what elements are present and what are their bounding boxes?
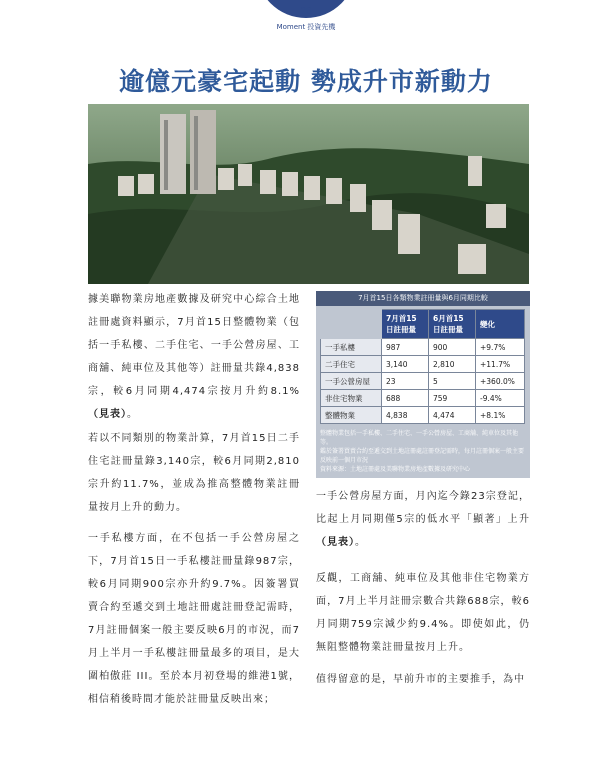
table-header-july: 7月首15日註冊量	[382, 310, 429, 339]
table-row	[321, 373, 525, 390]
table-header-june: 6月首15日註冊量	[429, 310, 476, 339]
cell-value: 4,838	[382, 407, 429, 424]
cell-value: 987	[382, 339, 429, 356]
row-label: 一手公營房屋	[321, 373, 382, 390]
registration-table	[316, 291, 530, 478]
row-label: 非住宅物業	[321, 390, 382, 407]
page-number: 26	[300, 6, 312, 17]
section-name: Moment 投資先機	[276, 23, 336, 31]
table-row	[321, 407, 525, 424]
table-notes	[316, 424, 530, 474]
cell-change: -9.4%	[476, 390, 525, 407]
paragraph-1: 據美聯物業房地產數據及研究中心綜合土地註冊處資料顯示，7月首15日整體物業（包括一手私樓、二手住宅、一手公營房屋、工商舖、純車位及其他等）註冊量共錄4,838宗，較6月同期4,474宗按月升約8.1%（見表）。	[88, 294, 300, 420]
cell-value: 2,810	[429, 356, 476, 373]
table-source: 資料來源：土地註冊處及美聯物業房地產數據及研究中心	[320, 466, 471, 473]
cell-value: 688	[382, 390, 429, 407]
table-row	[321, 390, 525, 407]
cell-value: 900	[429, 339, 476, 356]
cell-change: +360.0%	[476, 373, 525, 390]
table-header-change: 變化	[476, 310, 525, 339]
paragraph-6: 值得留意的是，早前升市的主要推手，為中	[316, 674, 525, 685]
table-title: 7月首15日各類物業註冊量與6月同期比較	[316, 291, 530, 306]
registration-data-table	[320, 309, 525, 424]
table-row	[321, 356, 525, 373]
see-table-note: （見表）	[316, 537, 355, 548]
cell-change: +8.1%	[476, 407, 525, 424]
cell-value: 759	[429, 390, 476, 407]
paragraph-2: 若以不同類別的物業計算，7月首15日二手住宅註冊量錄3,140宗，較6月同期2,810宗升約11.7%，並成為推高整體物業註冊量按月上升的動力。	[88, 433, 300, 513]
see-table-note: （見表）	[88, 409, 127, 420]
cell-change: +9.7%	[476, 339, 525, 356]
paragraph-4: 一手公營房屋方面，月內迄今錄23宗登記，比起上月同期僅5宗的低水平「顯著」上升（見表）。	[316, 491, 530, 548]
row-label: 二手住宅	[321, 356, 382, 373]
table-header-blank	[321, 310, 382, 339]
luxury-housing-photo	[88, 104, 529, 284]
table-header-row	[321, 310, 525, 339]
row-label: 整體物業	[321, 407, 382, 424]
table-note: 整體物業包括一手私樓、二手住宅、一手公營房屋、工商舖、純車位及其他等。	[320, 430, 519, 446]
cell-change: +11.7%	[476, 356, 525, 373]
cell-value: 5	[429, 373, 476, 390]
table-row	[321, 339, 525, 356]
row-label: 一手私樓	[321, 339, 382, 356]
paragraph-5: 反觀，工商舖、純車位及其他非住宅物業方面，7月上半月註冊宗數合共錄688宗，較6月同期759宗減少約9.4%。即使如此，仍無阻整體物業註冊量按月上升。	[316, 573, 530, 653]
cell-value: 4,474	[429, 407, 476, 424]
paragraph-3: 一手私樓方面，在不包括一手公營房屋之下，7月首15日一手私樓註冊量錄987宗，較6月同期900宗亦升約9.7%。因簽署買賣合約至遞交到土地註冊處註冊登記需時，7月註冊個案一般主要反映6月的市況，而7月上半月一手私樓註冊量最多的項目，是大圍柏傲莊 III。至於本月初登場的維港1號，相信稍後時間才能於註冊量反映出來；	[88, 533, 300, 705]
article-title: 逾億元豪宅起動 勢成升市新動力	[119, 67, 493, 96]
table-note: 鑑於簽署買賣合約至遞交到土地註冊處註冊登記需時，每月註冊個案一般主要反映前一個月市況	[320, 448, 525, 464]
cell-value: 3,140	[382, 356, 429, 373]
cell-value: 23	[382, 373, 429, 390]
